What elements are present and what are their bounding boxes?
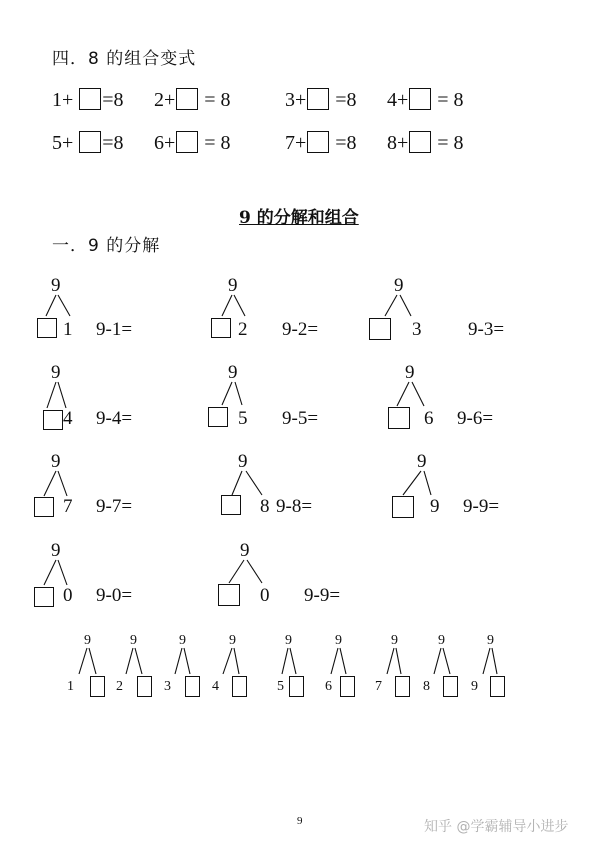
subtraction-expression: 9-4= bbox=[96, 408, 133, 429]
answer-box[interactable] bbox=[34, 497, 54, 517]
tree-total: 9 bbox=[51, 275, 61, 296]
answer-box[interactable] bbox=[34, 587, 54, 607]
section-heading-decomposition-of-9: 一．9 的分解 bbox=[52, 236, 161, 256]
equation-8: 8+ = 8 bbox=[387, 132, 464, 154]
subtraction-expression: 9-8= bbox=[276, 496, 313, 517]
small-tree-part: 9 bbox=[471, 679, 478, 694]
equation-5: 5+ =8 bbox=[52, 132, 124, 154]
subtraction-expression: 9-6= bbox=[457, 408, 494, 429]
small-tree-total: 9 bbox=[335, 633, 342, 648]
subtraction-expression: 9-0= bbox=[96, 585, 133, 606]
equation-4: 4+ = 8 bbox=[387, 89, 464, 111]
equation-2: 2+ = 8 bbox=[154, 89, 231, 111]
tree-total: 9 bbox=[238, 451, 248, 472]
tree-part: 0 bbox=[63, 585, 73, 606]
page-title: 9 的分解和组合 bbox=[239, 208, 359, 228]
tree-total: 9 bbox=[51, 540, 61, 561]
small-tree-part: 3 bbox=[164, 679, 171, 694]
tree-part: 4 bbox=[63, 408, 73, 429]
tree-total: 9 bbox=[405, 362, 415, 383]
equation-3: 3+ =8 bbox=[285, 89, 357, 111]
tree-part: 1 bbox=[63, 319, 73, 340]
answer-box[interactable] bbox=[392, 496, 414, 518]
answer-box[interactable] bbox=[340, 676, 355, 697]
equation-7: 7+ =8 bbox=[285, 132, 357, 154]
answer-box[interactable] bbox=[232, 676, 247, 697]
small-tree-total: 9 bbox=[130, 633, 137, 648]
answer-box[interactable] bbox=[388, 407, 410, 429]
answer-box[interactable] bbox=[137, 676, 152, 697]
small-tree-total: 9 bbox=[438, 633, 445, 648]
small-tree-part: 8 bbox=[423, 679, 430, 694]
subtraction-expression: 9-1= bbox=[96, 319, 133, 340]
tree-part: 0 bbox=[260, 585, 270, 606]
answer-box[interactable] bbox=[395, 676, 410, 697]
answer-box[interactable] bbox=[211, 318, 231, 338]
tree-total: 9 bbox=[51, 362, 61, 383]
small-tree-part: 7 bbox=[375, 679, 382, 694]
subtraction-expression: 9-7= bbox=[96, 496, 133, 517]
answer-box[interactable] bbox=[43, 410, 63, 430]
tree-part: 7 bbox=[63, 496, 73, 517]
tree-total: 9 bbox=[394, 275, 404, 296]
small-tree-total: 9 bbox=[391, 633, 398, 648]
answer-box[interactable] bbox=[208, 407, 228, 427]
small-tree-part: 6 bbox=[325, 679, 332, 694]
page-number: 9 bbox=[297, 815, 303, 827]
small-tree-total: 9 bbox=[179, 633, 186, 648]
tree-part: 6 bbox=[424, 408, 434, 429]
answer-box[interactable] bbox=[90, 676, 105, 697]
small-tree-total: 9 bbox=[285, 633, 292, 648]
tree-total: 9 bbox=[417, 451, 427, 472]
equation-1: 1+ =8 bbox=[52, 89, 124, 111]
section-heading-combinations-of-8: 四．8 的组合变式 bbox=[52, 49, 197, 69]
answer-box[interactable] bbox=[443, 676, 458, 697]
answer-box[interactable] bbox=[221, 495, 241, 515]
small-tree-part: 5 bbox=[277, 679, 284, 694]
answer-box[interactable] bbox=[490, 676, 505, 697]
small-tree-part: 2 bbox=[116, 679, 123, 694]
tree-part: 5 bbox=[238, 408, 248, 429]
small-tree-total: 9 bbox=[487, 633, 494, 648]
subtraction-expression: 9-9= bbox=[463, 496, 500, 517]
subtraction-expression: 9-9= bbox=[304, 585, 341, 606]
tree-part: 3 bbox=[412, 319, 422, 340]
tree-part: 8 bbox=[260, 496, 270, 517]
answer-box[interactable] bbox=[218, 584, 240, 606]
tree-total: 9 bbox=[51, 451, 61, 472]
answer-box[interactable] bbox=[185, 676, 200, 697]
answer-box[interactable] bbox=[37, 318, 57, 338]
answer-box[interactable] bbox=[369, 318, 391, 340]
subtraction-expression: 9-2= bbox=[282, 319, 319, 340]
tree-part: 2 bbox=[238, 319, 248, 340]
tree-total: 9 bbox=[228, 275, 238, 296]
watermark: 知乎 @学霸辅导小进步 bbox=[424, 819, 569, 835]
small-tree-total: 9 bbox=[229, 633, 236, 648]
answer-box[interactable] bbox=[289, 676, 304, 697]
subtraction-expression: 9-3= bbox=[468, 319, 505, 340]
small-tree-part: 4 bbox=[212, 679, 219, 694]
tree-part: 9 bbox=[430, 496, 440, 517]
subtraction-expression: 9-5= bbox=[282, 408, 319, 429]
small-tree-total: 9 bbox=[84, 633, 91, 648]
tree-total: 9 bbox=[228, 362, 238, 383]
tree-total: 9 bbox=[240, 540, 250, 561]
small-tree-part: 1 bbox=[67, 679, 74, 694]
equation-6: 6+ = 8 bbox=[154, 132, 231, 154]
